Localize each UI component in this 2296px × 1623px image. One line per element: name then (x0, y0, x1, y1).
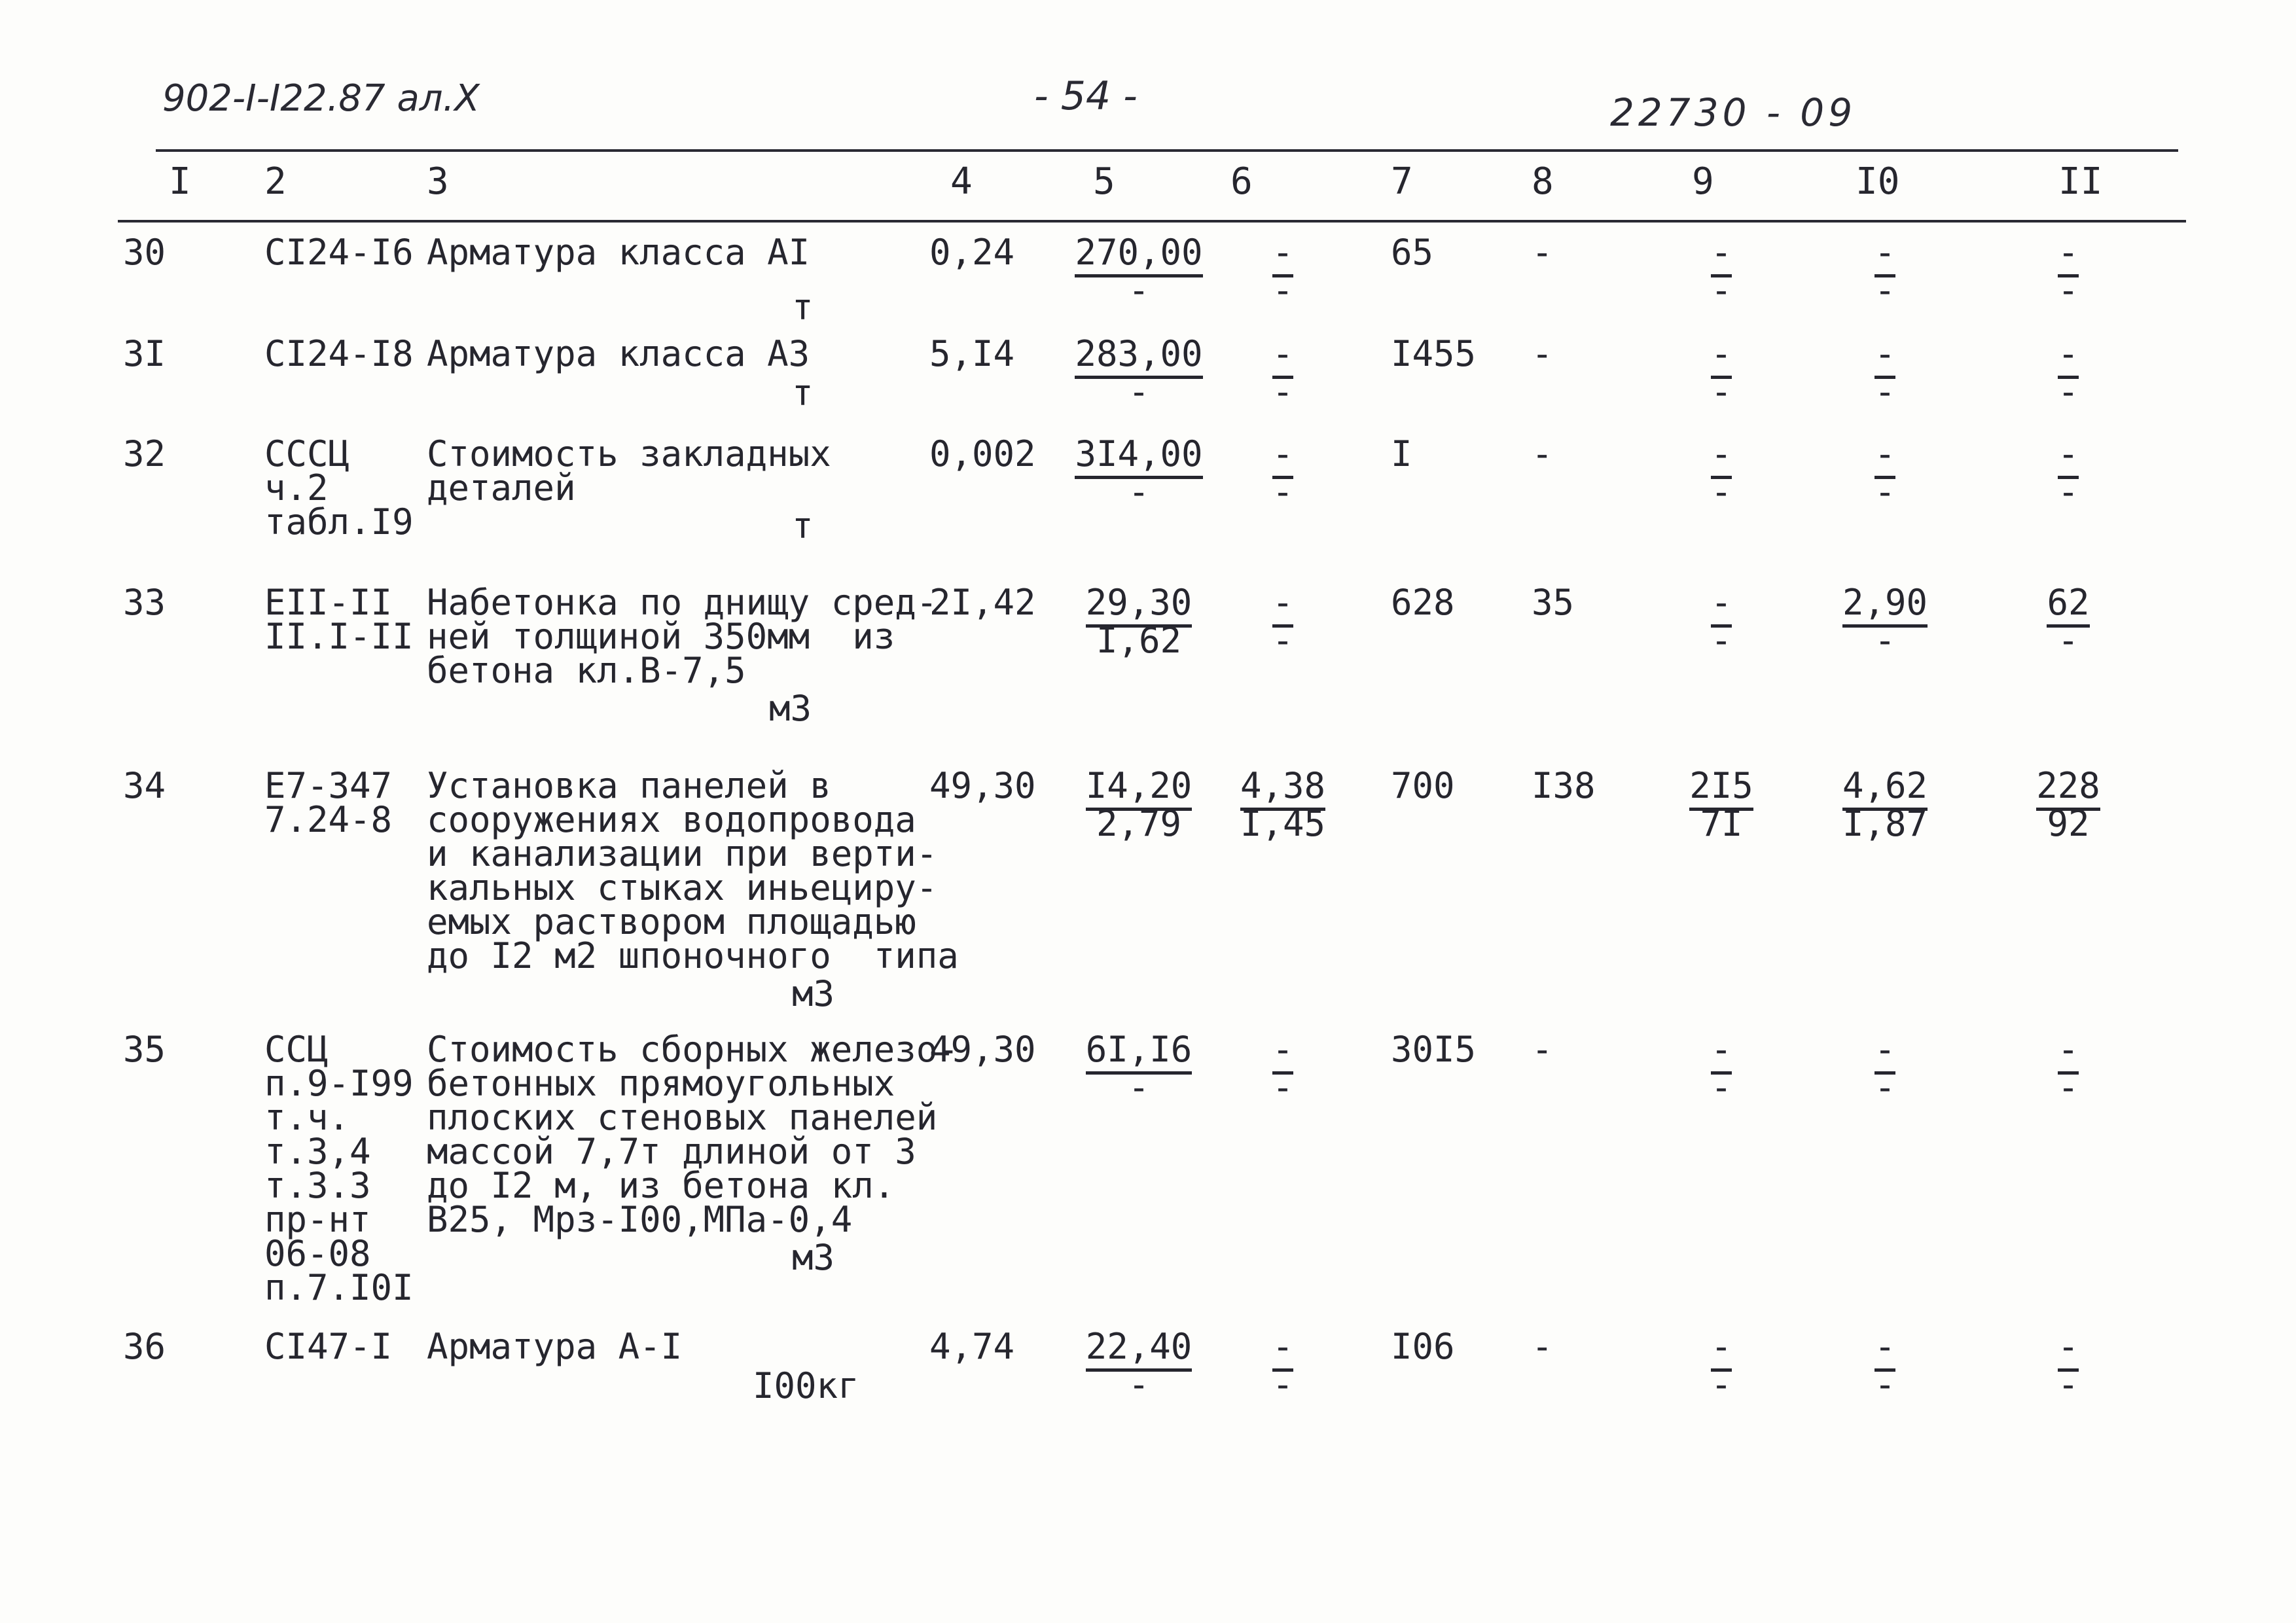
row-code: ЕII-II II.I-II (264, 582, 414, 657)
row-quantity: 4,74 (929, 1326, 1015, 1367)
cell-col6 (1224, 333, 1342, 413)
row-code: СI24-I6 (264, 232, 414, 273)
row-code: СI47-I (264, 1326, 393, 1367)
row-number: 32 (123, 433, 166, 474)
cell-col11-top: - (2058, 1326, 2079, 1372)
cell-col5-bottom: - (1128, 471, 1150, 512)
row-code: ССЦ п.9-I99 т.ч. т.3,4 т.3.3 пр-нт 06-08 п.7.I0I (264, 1029, 414, 1308)
cell-col11-top: - (2058, 1029, 2079, 1075)
cell-col9-bottom: - (1710, 471, 1732, 512)
cell-col6 (1224, 765, 1342, 845)
cell-col5 (1073, 1326, 1204, 1406)
cell-col5 (1073, 1029, 1204, 1109)
column-header-3: 3 (427, 160, 449, 203)
cell-col9-top: - (1711, 1029, 1732, 1075)
cell-col9 (1656, 433, 1787, 513)
cell-col9 (1656, 1029, 1787, 1109)
cell-col6-bottom: - (1272, 1364, 1294, 1405)
cell-col10-top: 4,62 (1842, 765, 1928, 811)
cell-col11-bottom: - (2057, 620, 2079, 661)
row-number: 3I (123, 333, 166, 374)
row-name: Арматура класса АI (427, 232, 810, 273)
cell-col6-bottom: I,45 (1240, 803, 1326, 844)
header-rule (118, 220, 2186, 223)
row-number: 36 (123, 1326, 166, 1367)
row-quantity: 0,24 (929, 232, 1015, 273)
row-name: Арматура класса А3 (427, 333, 810, 374)
cell-col7: I455 (1391, 333, 1477, 374)
cell-col6-bottom: - (1272, 270, 1294, 311)
cell-col10-top: - (1874, 232, 1896, 277)
cell-col9-top: - (1711, 333, 1732, 379)
cell-col6-top: - (1272, 433, 1294, 479)
cell-col11-top: - (2058, 232, 2079, 277)
cell-col11-top: - (2058, 333, 2079, 379)
row-unit: м3 (792, 973, 835, 1014)
cell-col6-top: 4,38 (1240, 765, 1325, 811)
cell-col8: - (1532, 1326, 1553, 1367)
row-name: Установка панелей в сооружениях водопровода и канализации при верти- кальных стыках иньециру- емых раствором площадью до I2 м2 шпоночного типа (427, 765, 959, 976)
row-unit: т (792, 287, 814, 328)
archive-number: 22730 - 09 (1610, 90, 1857, 135)
cell-col10-bottom: - (1874, 471, 1896, 512)
cell-col5 (1073, 232, 1204, 312)
cell-col6-bottom: - (1272, 471, 1294, 512)
row-unit: т (792, 372, 814, 414)
row-name: Стоимость закладных деталей (427, 433, 831, 508)
cell-col5 (1073, 333, 1204, 413)
cell-col5-bottom: I,62 (1096, 620, 1182, 661)
column-header-4: 4 (950, 160, 973, 203)
cell-col6 (1224, 582, 1342, 662)
cell-col10-bottom: I,87 (1842, 803, 1928, 844)
cell-col7: 700 (1391, 765, 1455, 806)
cell-col8: - (1532, 232, 1553, 273)
cell-col10 (1820, 232, 1950, 312)
cell-col10 (1820, 765, 1950, 845)
cell-col9-bottom: 7I (1700, 803, 1743, 844)
cell-col7: I06 (1391, 1326, 1455, 1367)
cell-col11-bottom: - (2057, 1364, 2079, 1405)
cell-col11 (2016, 333, 2121, 413)
cell-col5-bottom: - (1128, 270, 1150, 311)
cell-col5-top: 22,40 (1086, 1326, 1193, 1372)
cell-col9-bottom: - (1710, 270, 1732, 311)
cell-col11-bottom: - (2057, 371, 2079, 412)
cell-col7: 30I5 (1391, 1029, 1477, 1070)
cell-col9 (1656, 1326, 1787, 1406)
column-header-1: I (169, 160, 191, 203)
cell-col10 (1820, 1326, 1950, 1406)
cell-col6-bottom: - (1272, 620, 1294, 661)
row-unit: м3 (792, 1237, 835, 1278)
cell-col9-top: - (1711, 433, 1732, 479)
cell-col9-bottom: - (1710, 371, 1732, 412)
document-code: 902-I-I22.87 ал.X (162, 77, 480, 120)
row-quantity: 0,002 (929, 433, 1036, 474)
row-quantity: 49,30 (929, 765, 1036, 806)
cell-col6-top: - (1272, 1326, 1294, 1372)
row-number: 30 (123, 232, 166, 273)
column-header-2: 2 (264, 160, 287, 203)
row-code: Е7-347 7.24-8 (264, 765, 393, 840)
row-number: 35 (123, 1029, 166, 1070)
row-unit: I00кг (753, 1365, 859, 1406)
cell-col11 (2016, 582, 2121, 662)
cell-col8: 35 (1532, 582, 1575, 623)
cell-col10 (1820, 433, 1950, 513)
row-name: Набетонка по днищу сред- ней толщиной 350мм из бетона кл.В-7,5 (427, 582, 938, 691)
column-header-9: 9 (1692, 160, 1714, 203)
cell-col9-top: - (1711, 232, 1732, 277)
cell-col5-top: 6I,I6 (1086, 1029, 1193, 1075)
cell-col8: I38 (1532, 765, 1596, 806)
cell-col9-top: - (1711, 582, 1732, 628)
row-code: СССЦ ч.2 табл.I9 (264, 433, 414, 543)
cell-col5-top: 283,00 (1075, 333, 1202, 379)
cell-col9 (1656, 765, 1787, 845)
row-name: Стоимость сборных железо- бетонных прямоугольных плоских стеновых панелей массой 7,7т длиной от 3 до I2 м, из бетона кл. В25, Мрз-I00,МПа-0,4 (427, 1029, 959, 1240)
cell-col10-bottom: - (1874, 1067, 1896, 1108)
cell-col6 (1224, 433, 1342, 513)
top-rule (156, 149, 2178, 152)
cell-col9-top: 2I5 (1689, 765, 1753, 811)
cell-col5-bottom: - (1128, 1067, 1150, 1108)
row-quantity: 5,I4 (929, 333, 1015, 374)
row-unit: м3 (769, 688, 812, 729)
cell-col10-top: - (1874, 333, 1896, 379)
cell-col10-bottom: - (1874, 620, 1896, 661)
cell-col8: - (1532, 333, 1553, 374)
cell-col10 (1820, 1029, 1950, 1109)
cell-col6-top: - (1272, 582, 1294, 628)
column-header-6: 6 (1230, 160, 1253, 203)
cell-col6 (1224, 232, 1342, 312)
cell-col9 (1656, 582, 1787, 662)
cell-col11 (2016, 1029, 2121, 1109)
cell-col10-top: - (1874, 433, 1896, 479)
cell-col10-bottom: - (1874, 1364, 1896, 1405)
cell-col5-bottom: - (1128, 371, 1150, 412)
cell-col5-top: 3I4,00 (1075, 433, 1202, 479)
column-header-8: 8 (1532, 160, 1554, 203)
cell-col5 (1073, 433, 1204, 513)
column-header-10: I0 (1856, 160, 1900, 203)
cell-col10 (1820, 333, 1950, 413)
cell-col7: 628 (1391, 582, 1455, 623)
cell-col11 (2016, 765, 2121, 845)
cell-col6-top: - (1272, 232, 1294, 277)
cell-col11-top: 228 (2036, 765, 2100, 811)
cell-col9-bottom: - (1710, 620, 1732, 661)
cell-col10 (1820, 582, 1950, 662)
row-name: Арматура А-I (427, 1326, 683, 1367)
row-unit: т (792, 505, 814, 546)
cell-col11 (2016, 1326, 2121, 1406)
cell-col10-bottom: - (1874, 371, 1896, 412)
row-number: 34 (123, 765, 166, 806)
cell-col9-bottom: - (1710, 1067, 1732, 1108)
column-header-5: 5 (1093, 160, 1115, 203)
cell-col5 (1073, 582, 1204, 662)
page-number: - 54 - (1034, 73, 1138, 119)
cell-col5-top: 270,00 (1075, 232, 1202, 277)
cell-col10-top: - (1874, 1326, 1896, 1372)
cell-col8: - (1532, 433, 1553, 474)
cell-col6-top: - (1272, 333, 1294, 379)
row-quantity: 2I,42 (929, 582, 1036, 623)
cell-col11 (2016, 433, 2121, 513)
column-header-7: 7 (1391, 160, 1413, 203)
cell-col10-top: 2,90 (1842, 582, 1928, 628)
cell-col11-top: - (2058, 433, 2079, 479)
cell-col11-bottom: - (2057, 1067, 2079, 1108)
cell-col6 (1224, 1029, 1342, 1109)
row-quantity: 49,30 (929, 1029, 1036, 1070)
cell-col9-top: - (1711, 1326, 1732, 1372)
cell-col9-bottom: - (1710, 1364, 1732, 1405)
cell-col5-bottom: 2,79 (1096, 803, 1182, 844)
cell-col8: - (1532, 1029, 1553, 1070)
cell-col5-top: I4,20 (1086, 765, 1193, 811)
cell-col11-top: 62 (2047, 582, 2089, 628)
column-header-11: II (2058, 160, 2103, 203)
cell-col11-bottom: 92 (2047, 803, 2090, 844)
cell-col7: 65 (1391, 232, 1434, 273)
cell-col9 (1656, 333, 1787, 413)
cell-col5-top: 29,30 (1086, 582, 1193, 628)
cell-col11-bottom: - (2057, 270, 2079, 311)
cell-col6-bottom: - (1272, 1067, 1294, 1108)
cell-col11-bottom: - (2057, 471, 2079, 512)
cell-col10-top: - (1874, 1029, 1896, 1075)
cell-col6-top: - (1272, 1029, 1294, 1075)
row-number: 33 (123, 582, 166, 623)
row-code: СI24-I8 (264, 333, 414, 374)
cell-col9 (1656, 232, 1787, 312)
cell-col11 (2016, 232, 2121, 312)
cell-col5 (1073, 765, 1204, 845)
cell-col10-bottom: - (1874, 270, 1896, 311)
cell-col6-bottom: - (1272, 371, 1294, 412)
cell-col5-bottom: - (1128, 1364, 1150, 1405)
cell-col7: I (1391, 433, 1412, 474)
cell-col6 (1224, 1326, 1342, 1406)
